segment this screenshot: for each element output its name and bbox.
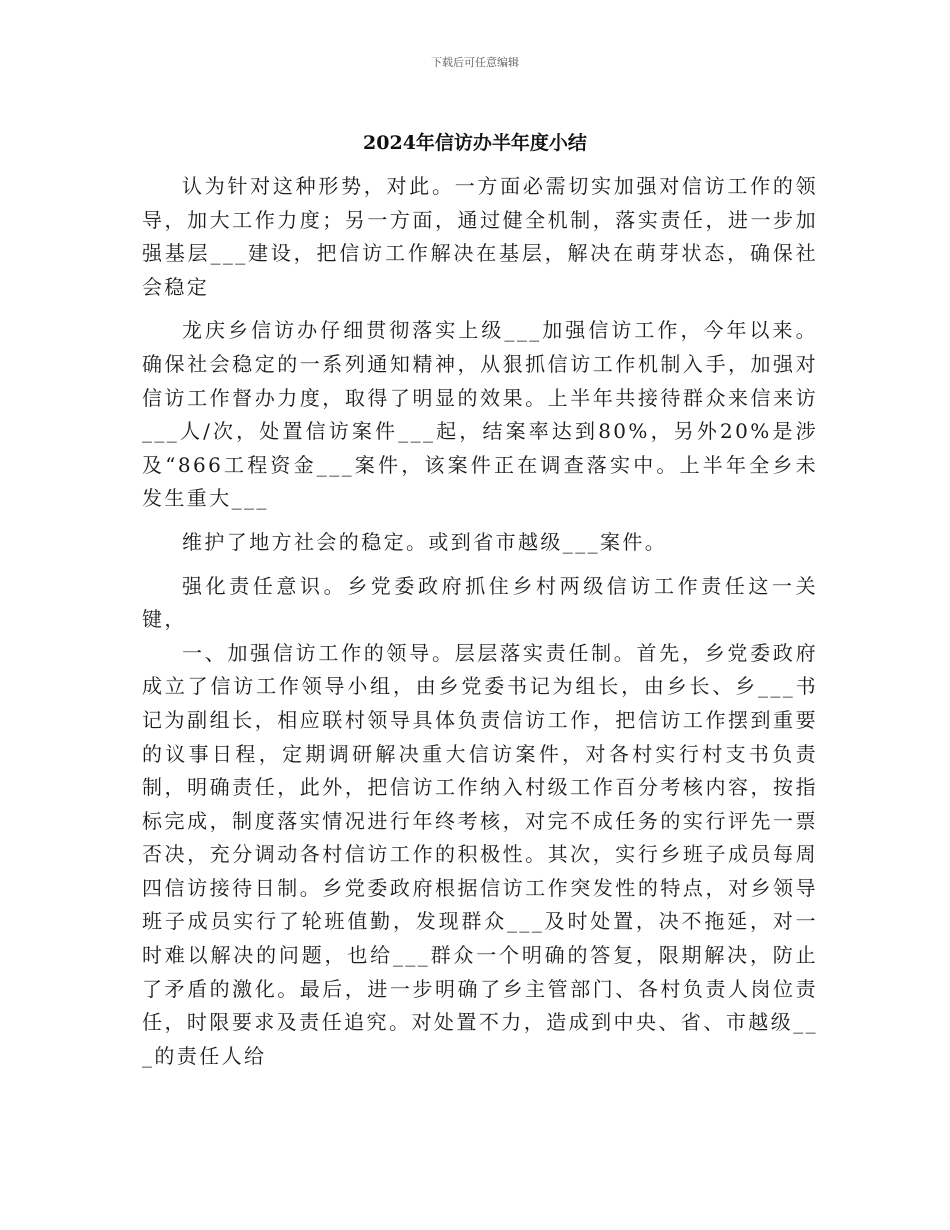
document-body	[142, 170, 818, 1083]
header-note: 下载后可任意编辑	[431, 56, 519, 69]
paragraph-1: 认为针对这种形势，对此。一方面必需切实加强对信访工作的领导，加大工作力度；另一方面，通过健全机制，落实责任，进一步加强基层___建设，把信访工作解决在基层，解决在萌芽状态，确保社会稳定	[142, 174, 818, 299]
document-title: 2024年信访办半年度小结	[363, 132, 587, 154]
paragraph-2: 龙庆乡信访办仔细贯彻落实上级___加强信访工作，今年以来。确保社会稳定的一系列通知精神，从狠抓信访工作机制入手，加强对信访工作督办力度，取得了明显的效果。上半年共接待群众来信来访___人/次，处置信访案件___起，结案率达到80%，另外20%是涉及“866工程资金___案件，该案件正在调查落实中。上半年全乡未发生重大___	[142, 318, 818, 511]
paragraph-4: 强化责任意识。乡党委政府抓住乡村两级信访工作责任这一关键，	[142, 573, 818, 632]
paragraph-5: 一、加强信访工作的领导。层层落实责任制。首先，乡党委政府成立了信访工作领导小组，由乡党委书记为组长，由乡长、乡___书记为副组长，相应联村领导具体负责信访工作，把信访工作摆到重要的议事日程，定期调研解决重大信访案件，对各村实行村支书负责制，明确责任，此外，把信访工作纳入村级工作百分考核内容，按指标完成，制度落实情况进行年终考核，对完不成任务的实行评先一票否决，充分调动各村信访工作的积极性。其次，实行乡班子成员每周四信访接待日制。乡党委政府根据信访工作突发性的特点，对乡领导班子成员实行了轮班值勤，发现群众___及时处置，决不拖延，对一时难以解决的问题，也给___群众一个明确的答复，限期解决，防止了矛盾的激化。最后，进一步明确了乡主管部门、各村负责人岗位责任，时限要求及责任追究。对处置不力，造成到中央、省、市越级___的责任人给	[142, 640, 818, 1068]
paragraph-3: 维护了地方社会的稳定。或到省市越级___案件。	[182, 529, 668, 554]
